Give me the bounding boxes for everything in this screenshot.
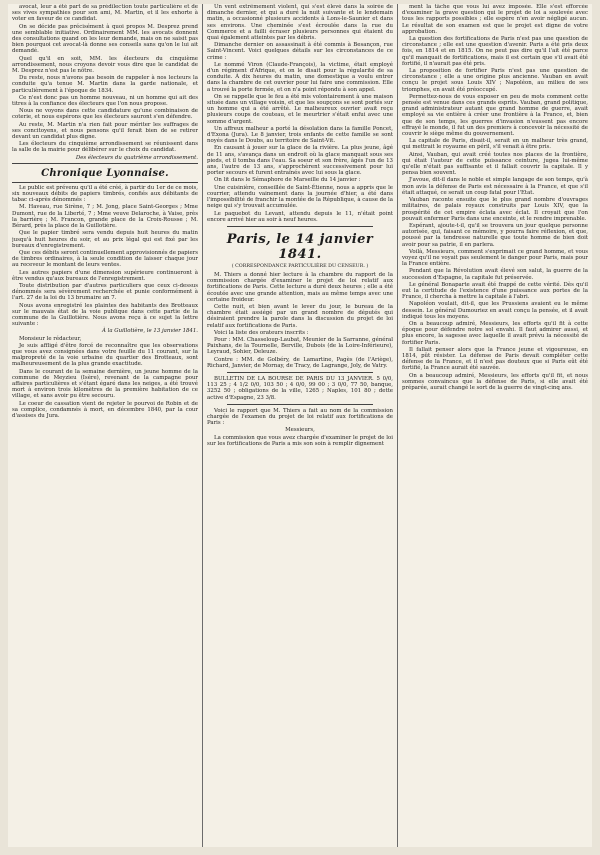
- article-paragraph: Dans le courant de la semaine dernière, un jeune homme de la commune de Meyzieu (Isère), revenant de la campagne pour affaires particulières et s'étant égaré dans les neiges, a été trouvé mort à environ trois kilomètres de la première habitation de ce village, et sans avoir pu être secouru.: [12, 368, 198, 400]
- article-paragraph: Espérant, ajoute-t-il, qu'il se trouvera un jour quelque personne autorisée, qui, faisant ce mémoire, y pourra faire réflexion, et que, poussé par la tendresse naturelle que toute homme de bien doit avoir pour sa patrie, il en parlera.: [402, 222, 588, 248]
- article-paragraph: Dimanche dernier on assassinait à été commis à Besançon, rue Saint-Vincent. Voici quelques détails sur les circonstances de ce crime :: [207, 42, 393, 61]
- article-paragraph: Le public est prévenu qu'il a été créé, à partir du 1er de ce mois, six nouveaux débits de papiers timbrés, confiés aux débitants de tabac ci-après dénommés :: [12, 184, 198, 204]
- article-paragraph: Napoléon voulait, dit-il, que les Prussiens avaient eu le même dessein. Le général Dumouriez en avait conçu la pensée, et il avait indiqué tous les moyens.: [402, 301, 588, 320]
- article-paragraph: Contre : MM. de Golbéry, de Lamartine, Pagès (de l'Ariège), Richard, Janvier, de Mornay, de Tracy, de Lagrange, Joly, de Vatry.: [207, 356, 393, 369]
- article-paragraph: Nous ne voyons dans cette candidature qu'une combinaison de coterie, et nous espérons que les électeurs sauront s'en défendre.: [12, 108, 198, 121]
- article-paragraph: ment la tâche que vous lui avez imposée. Elle s'est efforcée d'examiner la grave question qui le projet de loi a soulevée avec tous les rapports possibles ; elle espère n'en avoir négligé aucun. Le résultat de son examen est que le projet est digne de votre approbation.: [402, 4, 588, 35]
- article-paragraph: La proposition de fortifier Paris n'est pas une question de circonstance ; elle a une origine plus ancienne. Vauban en avait conçu le projet sous Louis XIV ; Napoléon, au milieu de ses triomphes, en avait été préoccupé.: [402, 68, 588, 93]
- article-paragraph: Du reste, nous n'avons pas besoin de rappeler à nos lecteurs la conduite qu'a tenue M. Martin dans la garde nationale, et particulièrement à l'époque de 1834.: [12, 75, 198, 94]
- article-signature: Des électeurs du quatrième arrondissement.: [75, 154, 198, 161]
- article-paragraph: Toute distribution par d'autres particuliers que ceux ci-dessus dénommés sera sévèrement recherchée et punie conformément à l'art. 27 de la loi du 13 brumaire an 7.: [12, 282, 198, 302]
- article-paragraph: Pour : MM. Chasseloup-Laubat, Meunier de la Sarranne, général Paixhans, de la Tournelle, Berville, Dubois (de la Loire-Inférieure), Leyraud, Sohier, Deleuze.: [207, 336, 393, 356]
- article-paragraph: Les autres papiers d'une dimension supérieure continueront à être vendus qu'aux bureaux de l'enregistrement.: [12, 269, 198, 282]
- column-middle: [207, 4, 393, 448]
- letter-salutation: Monsieur le rédacteur,: [19, 335, 82, 342]
- article-paragraph: Quel qu'il en soit, MM. les électeurs du cinquième arrondissement, nous croyons devoir vous dire que le candidat de M. Desprez n'est pas le nôtre.: [12, 55, 198, 75]
- article-paragraph: Le paquebot du Levant, attendu depuis le 11, n'était point encore arrivé hier au soir à neuf heures.: [207, 210, 393, 223]
- article-paragraph: Le nommé Viron (Claude-François), la victime, était employé d'un régiment d'Afrique, et on le disait pour la régularité de sa conduite. À dix heures du matin, une domestique a voulu entrer dans la chambre de cet ouvrier pour lui faire une commission. Elle a trouvé la porte fermée, et on n'a point répondu à son appel.: [207, 61, 393, 93]
- article-paragraph: Pendant que la Révolution avait élevé son salut, la guerre de la succession d'Espagne, la capitale fut préservée.: [402, 268, 588, 281]
- section-header-chronique: Chronique Lyonnaise.: [41, 167, 169, 179]
- article-paragraph: La question des fortifications de Paris n'est pas une question de circonstance ; elle est une question d'avenir. Paris a été pris deux fois, en 1814 et en 1815. On ne peut pas dire qu'il l'ait été parce qu'il manquait de fortifications, mais il est certain que s'il avait été fortifié, il n'aurait pas été pris.: [402, 36, 588, 67]
- article-paragraph: Voilà, Messieurs, comment s'exprimait ce grand homme, et vous voyez qu'il ne voyait pas seulement le danger pour Paris, mais pour la France entière.: [402, 248, 588, 268]
- divider: [227, 226, 373, 227]
- article-paragraph: On se rappelle que le feu a été mis volontairement à une maison située dans un village voisin, et que les soupçons se sont portés sur un homme qui a été arrêté. Le malheureux ouvrier avait reçu plusieurs coups de couteau, et le meurtrier s'était enfui avec une somme d'argent.: [207, 93, 393, 125]
- article-paragraph: Au reste, M. Martin n'a rien fait pour mériter les suffrages de ses concitoyens, et nous pensons qu'il ferait bien de se retirer devant un candidat plus digne.: [12, 121, 198, 141]
- article-paragraph: On lit dans le Sémaphore de Marseille du 14 janvier :: [214, 177, 361, 184]
- article-paragraph: Il fallait penser alors que la France jeune et vigoureuse, en 1814, pût résister. La défense de Paris devait compléter cette défense de la France, et il n'est pas douteux que si Paris eût été fortifié, la France aurait été sauvée.: [402, 346, 588, 372]
- article-paragraph: M. Thiers a donné hier lecture à la chambre du rapport de la commission chargée d'examiner le projet de loi relatif aux fortifications de Paris. Cette lecture a duré deux heures ; elle a été écoutée avec une grande attention, mais au même temps avec une certaine froideur.: [207, 271, 393, 303]
- divider: [227, 372, 373, 373]
- article-paragraph: Que le papier timbré sera vendu depuis huit heures du matin jusqu'à huit heures du soir, et au prix légal qui est fixé par les bureaux d'enregistrement.: [12, 230, 198, 249]
- article-paragraph: Je suis affligé d'être forcé de reconnaître que les observations que vous avez consignées dans votre feuille du 11 courant, sur la malpropreté de la voie urbaine du quartier des Brotteaux, sont malheureusement de la plus grande exactitude.: [12, 342, 198, 368]
- article-paragraph: On a beaucoup admiré, Messieurs, les efforts qu'il fit à cette époque pour défendre notre sol envahi. Il faut admirer aussi, et plus encore, la sagesse avec laquelle il avait prévu la nécessité de fortifier Paris.: [402, 320, 588, 346]
- bourse-bulletin: BULLETIN DE LA BOURSE DE PARIS DU 13 JANVIER. 5 0/0, 113 25 ; 4 1/2 0/0, 103 50 ; 4 0/0, 99 00 ; 3 0/0, 77 50, banque, 3252 50 ; obligations de la ville, 1265 ; Naples, 101 80 ; dette active d'Espagne, 23 3/8.: [207, 375, 393, 401]
- divider: [12, 182, 198, 183]
- article-paragraph: J'avoue, dit-il dans le noble et simple langage de son temps, qu'à mon avis la défense de Paris est nécessaire à la France, et que s'il était attaqué, ce serait un coup fatal pour l'Etat.: [402, 177, 588, 196]
- article-paragraph: La commission que vous avez chargée d'examiner le projet de loi sur les fortifications de Paris a mis son soin à remplir dignement: [207, 434, 393, 447]
- article-paragraph: Le général Bonaparte avait été frappé de cette vérité. Dès qu'il eut la certitude de l'existence d'une puissance aux portes de la France, il chercha à mettre la capitale à l'abri.: [402, 281, 588, 301]
- article-paragraph: Une cuisinière, conseillée de Saint-Étienne, nous a appris que le courrier, attendu vainement dans la journée d'hier, a été dans l'impossibilité de franchir la montée de la République, à cause de la neige qui s'y trouvait accumulée.: [207, 184, 393, 210]
- article-paragraph: Nous avons enregistré les plaintes des habitants des Brotteaux sur le mauvais état de la voie publique dans cette partie de la commune de la Guillotière. Nous avons reçu à ce sujet la lettre suivante :: [12, 302, 198, 328]
- article-paragraph: La capitale de Paris, disait-il, serait en un malheur très grand, qui mettrait le royaume en péril, s'il venait à être pris.: [402, 138, 588, 151]
- article-paragraph: Voici le rapport que M. Thiers a fait au nom de la commission chargée de l'examen du projet de loi relatif aux fortifications de Paris :: [207, 407, 393, 427]
- article-paragraph: Le coeur de cassation vient de rejeter le pourvoi de Robin et de sa complice, condamnés à mort, en décembre 1840, par la cour d'assises du Jura.: [12, 400, 198, 419]
- article-paragraph: Permettez-nous de vous exposer en peu de mots comment cette pensée est venue dans ces grands esprits. Vauban, grand politique, grand administrateur autant que grand homme de guerre, avait employé sa vie entière à créer une frontière à la France, et, bien que de son temps, les guerres d'invasion n'eussent pas encore effrayé le monde, il fut un des premiers à concevoir la nécessité de couvrir le siège même du gouvernement.: [402, 93, 588, 138]
- newspaper-page: [8, 4, 592, 847]
- column-left: [12, 4, 198, 420]
- article-paragraph: Ce n'est donc pas un homme nouveau, ni un homme qui ait des titres à la confiance des électeurs que l'on nous propose.: [12, 94, 198, 108]
- article-paragraph: Un affreux malheur a porté la désolation dans la famille Poncet, d'Exona (Jura). Le 8 janvier, trois enfants de cette famille se sont noyés dans le Doubs, au territoire de Saint-Vit.: [207, 125, 393, 145]
- section-subheader: ( CORRESPONDANCE PARTICULIÈRE DU CENSEUR. ): [231, 263, 369, 269]
- article-paragraph: Vauban raconte ensuite que le plus grand nombre d'ouvrages militaires, de palais royaux construits par Louis XIV, que la prospérité de cet empire éclata avec éclat. Il croyait que l'on pouvait enfermer Paris dans une enceinte, et le rendre imprenable.: [402, 197, 588, 222]
- article-paragraph: Voici la liste des orateurs inscrits :: [214, 329, 309, 336]
- article-paragraph: M. Haveau, rue Sirène, 7 ; M. Jong, place Saint-Georges ; Mme Dumont, rue de la Liberté, 7 ; Mme veuve Delaroche, à Vaise, près la barrière ; M. Francon, grande place de la Croix-Rousse ; M. Bérard, près la place de la Guillotière.: [12, 204, 198, 230]
- article-paragraph: Un vent extrêmement violent, qui s'est élevé dans la soirée de dimanche dernier, et qui a duré la nuit suivante et le lendemain matin, a occasionné plusieurs accidents à Lons-le-Saunier et dans ses environs. Une cheminée s'est écroulée dans la rue du Commerce et a failli écraser plusieurs personnes qui étaient du quai également atteintes par les débris.: [207, 4, 393, 42]
- section-header-paris: Paris, le 14 janvier 1841.: [226, 231, 374, 262]
- column-right: [402, 4, 588, 392]
- column-rule: [202, 4, 203, 847]
- article-paragraph: En causant à jouer sur la glace de la rivière. La plus jeune, âgé de 11 ans, s'avança dans un endroit où la glace manquait sous ses pieds, et il tomba dans l'eau. Sa soeur et son frère, âgés l'un de 13 ans, l'autre de 13 ans, s'approchèrent successivement pour lui porter secours et furent entraînés avec lui sous la glace.: [207, 145, 393, 177]
- address-salutation: Messieurs,: [285, 427, 315, 434]
- article-paragraph: On se décide pas précisément à quoi propos M. Desprez prend une semblable initiative. Ordinairement MM. les avocats donnent des consultations quand on les leur demande, mais on ne saisit pas bien pourquoi cet avocat-là donne ses conseils sans qu'on le lui ait demandé.: [12, 23, 198, 55]
- article-paragraph: Cette nuit, et bien avant le lever du jour, le bureau de la chambre était assiégé par un grand nombre de députés qui désiraient prendre la parole dans la discussion du projet de loi relatif aux fortifications de Paris.: [207, 303, 393, 329]
- letter-dateline: À la Guillotière, le 13 janvier 1841.: [102, 328, 198, 335]
- article-paragraph: Les électeurs du cinquième arrondissement se réunissent dans la salle de la mairie pour délibérer sur le choix du candidat.: [12, 141, 198, 154]
- article-paragraph: avocat, leur a été part de sa prédilection toute particulière et de ses vives sympathies pour son ami, M. Martin, et il les exhorte à voter en faveur de ce candidat.: [12, 4, 198, 23]
- article-paragraph: Ainsi, Vauban, qui avait créé toutes nos places de la frontière, qui était l'auteur de cette puissance ceinture, jugea lui-même qu'elle n'était pas suffisante et il fallait couvrir la capitale. Il y pensa bien souvent.: [402, 151, 588, 177]
- article-paragraph: Que ces débits seront continuellement approvisionnés de papiers de timbres ordinaires, à la seule condition de laisser chaque jour au receveur le montant de leurs ventes.: [12, 249, 198, 269]
- column-rule: [397, 4, 398, 847]
- article-paragraph: On a beaucoup admiré, Messieurs, les efforts qu'il fit, et nous sommes convaincus que la défense de Paris, si elle avait été préparée, aurait changé le sort de la guerre de vingt-cinq ans.: [402, 372, 588, 391]
- divider: [12, 163, 198, 164]
- divider: [227, 404, 373, 405]
